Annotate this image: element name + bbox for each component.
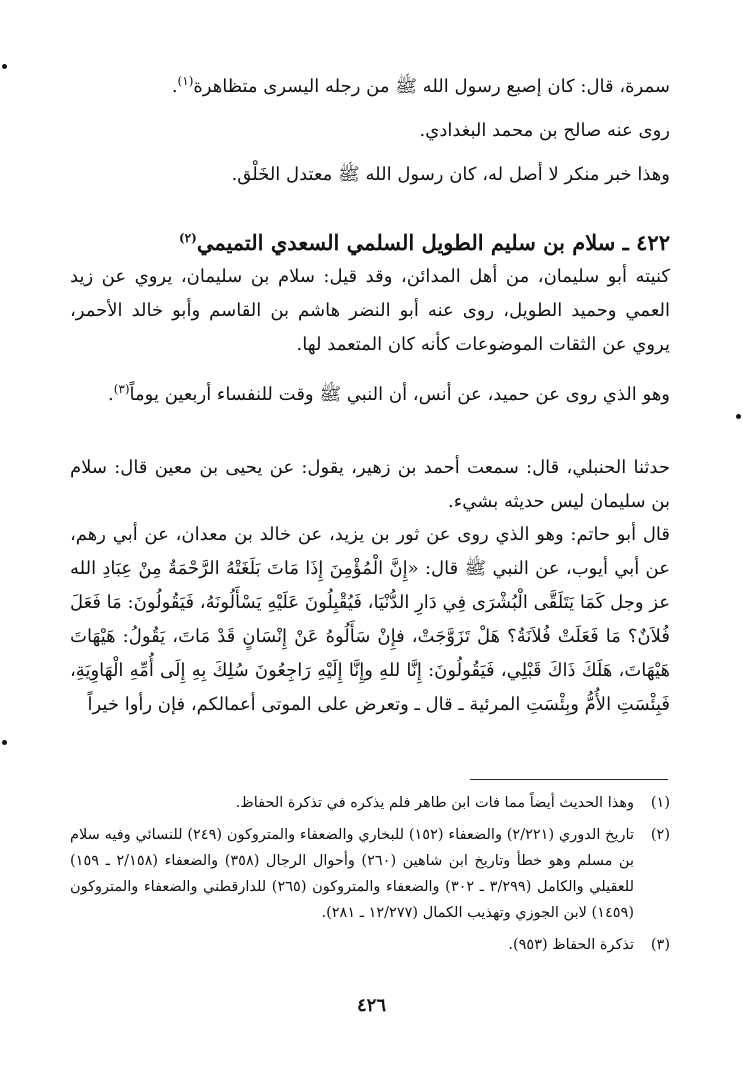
margin-mark [736,414,741,419]
top-line-2: روى عنه صالح بن محمد البغدادي. [419,120,670,141]
margin-mark [2,740,7,745]
margin-mark [2,64,7,69]
top-line-1: سمرة، قال: كان إصبع رسول الله ﷺ من رجله اليسرى متظاهرة$^{(١)}$. [171,74,670,97]
footnote-1 [70,790,670,816]
footnote-2 [70,822,670,926]
top-lines [70,64,670,192]
footnote-text: تاريخ الدوري (٢/٢٢١) والضعفاء (١٥٢) للبخاري والضعفاء والمتروكون (٢٤٩) للنسائي وفيه سلام بن مسلم وهو خطأ وتاريخ ابن شاهين (٢٦٠) وأحوال الرجال (٣٥٨) والضعفاء (٢/١٥٨ ـ ١٥٩) للعقيلي والكامل (٣/٢٩٩ ـ ٣٠٢) والضعفاء والمتروكون (٢٦٥) للدارقطني والضعفاء والمتروكون (١٤٥٩) لابن الجوزي وتهذيب الكمال (١٢/٢٧٧ ـ ٢٨١). [70,827,635,921]
footnote-ref-2: (٢) [178,231,197,245]
footnote-ref-3: (٣) [113,382,130,396]
footnote-divider [470,779,668,780]
footnotes [70,790,670,964]
footnote-number: (٣) [650,937,670,953]
paragraph-1: كنيته أبو سليمان، من أهل المدائن، وقد قيل: سلام بن سليمان، يروي عن زيد العمي وحميد الطويل، روى عنه أبو النضر هاشم بن القاسم وأبو خالد الأحمر، يروي عن الثقات الموضوعات كأنه كان المتعمد لها. [70,266,670,355]
paragraph-3: حدثنا الحنبلي، قال: سمعت أحمد بن زهير، يقول: عن يحيى بن معين قال: سلام بن سليمان ليس حديثه بشيء. [70,457,670,512]
footnote-number: (٢) [650,827,670,843]
footnote-3 [70,932,670,958]
entry-title: ٤٢٢ ـ سلام بن سليم الطويل السلمي السعدي التميمي [196,230,670,255]
page-number: ٤٢٦ [356,995,386,1016]
footnote-text: تذكرة الحفاظ (٩٥٣). [508,937,634,953]
paragraph-2: وهو الذي روى عن حميد، عن أنس، أن النبي ﷺ وقت للنفساء أربعين يوماً$^{(٣)}$. [107,382,670,405]
footnote-text: وهذا الحديث أيضاً مما فات ابن طاهر فلم يذكره في تذكرة الحفاظ. [235,795,634,811]
footnote-ref-1: (١) [177,74,194,88]
entry-heading [70,218,670,263]
paragraph-4: قال أبو حاتم: وهو الذي روى عن ثور بن يزيد، عن خالد بن معدان، عن أبي رهم، عن أبي أيوب، عن النبي ﷺ قال: «إِنَّ الْمُؤْمِنَ إِذَا مَاتَ بَلَغَتْهُ الرَّحْمَةُ مِنْ عِبَادِ الله عز وجل كَمَا يَتَلَقَّى الْبُشْرَى فِي دَارِ الدُّنْيَا، فَيُقْبِلُونَ عَلَيْهِ يَسْأَلُونَهُ، فَيَقُولُونَ: مَا فَعَلَ فُلاَنٌ؟ مَا فَعَلَتْ فُلاَنَةُ؟ هَلْ تَزَوَّجَتْ، فإِنْ سَأَلُوهُ عَنْ إِنْسَانٍ قَدْ مَاتَ، يَقُولُ: هَيْهَاتَ هَيْهَاتَ، هَلَكَ ذَاكَ قَبْلِي، فَيَقُولُونَ: إِنَّا للهِ وإِنَّا إِلَيْهِ رَاجِعُونَ سُلِكَ بِهِ إِلَى أُمِّهِ الْهَاوِيَةِ، فَبِئْسَتِ الأُمُّ وبِئْسَتِ المرئية ـ قال ـ وتعرض على الموتى أعمالكم، فإن رأوا خيراً [70,524,670,715]
footnote-number: (١) [650,795,670,811]
top-line-3: وهذا خبر منكر لا أصل له، كان رسول الله ﷺ معتدل الخَلْق. [231,164,670,185]
